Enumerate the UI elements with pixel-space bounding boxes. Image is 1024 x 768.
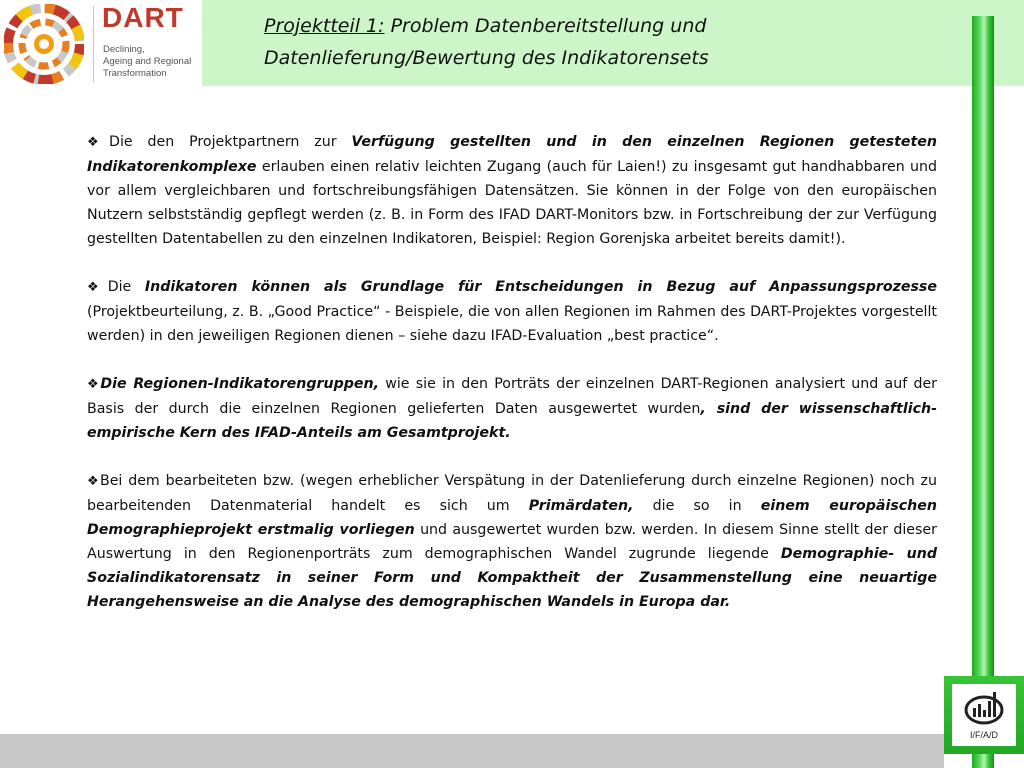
paragraph-1 xyxy=(87,130,937,251)
diamond-bullet-icon: ❖ xyxy=(87,474,100,489)
logo-title: DART xyxy=(102,2,184,33)
paragraph-2 xyxy=(87,275,937,348)
text-segment: und ausgewertet wurden bzw. werden. In diesem Sinne stellt der dieser Auswertung in den Regionenporträts zum demographischen Wandel zugrunde liegende xyxy=(87,522,937,562)
emphasis-segment: Primärdaten, xyxy=(528,498,634,514)
logo-subtitle xyxy=(103,44,191,80)
text-segment: (Projektbeurteilung, z. B. „Good Practice“ - Beispiele, die von allen Regionen im Rahmen des DART-Projektes vorgestellt werden) in den jeweiligen Regionen dienen – siehe dazu IFAD-Evaluation „best practice“. xyxy=(87,304,937,344)
ifad-label: I/F/A/D xyxy=(969,730,998,740)
emphasis-segment: Demographie- und Sozialindikatorensatz in seiner Form und Kompaktheit der Zusammenstellung eine neuartige Herangehensweise an die Analyse des demographischen Wandels in Europa dar. xyxy=(87,546,937,610)
text-segment: Bei dem bearbeiteten bzw. (wegen erheblicher Verspätung in der Datenlieferung durch einzelne Regionen) noch zu bearbeitenden Datenmaterial handelt es sich um xyxy=(87,473,937,514)
emphasis-segment: Die Regionen-Indikatorengruppen, xyxy=(100,376,379,392)
slide-title xyxy=(264,10,944,74)
text-segment: Die xyxy=(107,279,145,295)
ifad-logo xyxy=(944,676,1024,754)
diamond-bullet-icon: ❖ xyxy=(87,377,101,392)
emphasis-segment: Indikatoren können als Grundlage für Entscheidungen in Bezug auf Anpassungsprozesse xyxy=(144,279,937,295)
slide-body xyxy=(87,130,937,638)
emphasis-segment: , sind der wissenschaftlich-empirische Kern des IFAD-Anteils am Gesamtprojekt. xyxy=(87,401,937,441)
ifad-logo-panel xyxy=(952,684,1016,746)
text-segment: wie sie in den Porträts der einzelnen DART-Regionen analysiert und auf der Basis der durch die einzelnen Regionen gelieferten Daten ausgewertet wurden xyxy=(87,376,938,417)
decorative-green-bar xyxy=(972,16,994,768)
paragraph-4 xyxy=(87,469,937,614)
footer-strip xyxy=(0,734,944,768)
text-segment: Die den Projektpartnern zur xyxy=(109,134,352,150)
paragraph-3 xyxy=(87,372,937,445)
text-segment: die so in xyxy=(633,498,761,514)
ifad-chart-icon xyxy=(962,690,1006,728)
logo-subtitle-line: Transformation xyxy=(103,68,167,79)
text-segment: erlauben einen relativ leichten Zugang (auch für Laien!) zu insgesamt gut handhabbaren und vor allem vergleichbaren und fortschreibungsfähigen Datensätzen. Sie können in der Folge von den europäischen Nutzern selbstständig gepflegt werden (z. B. in Form des IFAD DART-Monitors bzw. in Fortschreibung der zur Verfügung gestellten Datentabellen zu den einzelnen Indikatoren, Beispiel: Region Gorenjska arbeitet bereits damit!). xyxy=(87,159,937,247)
emphasis-segment: Verfügung gestellten und in den einzelnen Regionen getesteten Indikatorenkomplexe xyxy=(87,134,937,175)
dart-logo xyxy=(0,0,202,86)
dart-wheel-icon xyxy=(4,4,84,84)
logo-subtitle-line: Declining, xyxy=(103,44,145,55)
slide-title-prefix: Projektteil 1: xyxy=(264,15,385,37)
emphasis-segment: einem europäischen Demographieprojekt erstmalig vorliegen xyxy=(87,498,937,538)
logo-subtitle-line: Ageing and Regional xyxy=(103,56,192,67)
diamond-bullet-icon: ❖ xyxy=(87,280,108,295)
diamond-bullet-icon: ❖ xyxy=(87,135,110,150)
slide-title-text: Problem Datenbereitstellung und Datenlieferung/Bewertung des Indikatorensets xyxy=(264,15,709,69)
logo-divider xyxy=(93,6,94,82)
